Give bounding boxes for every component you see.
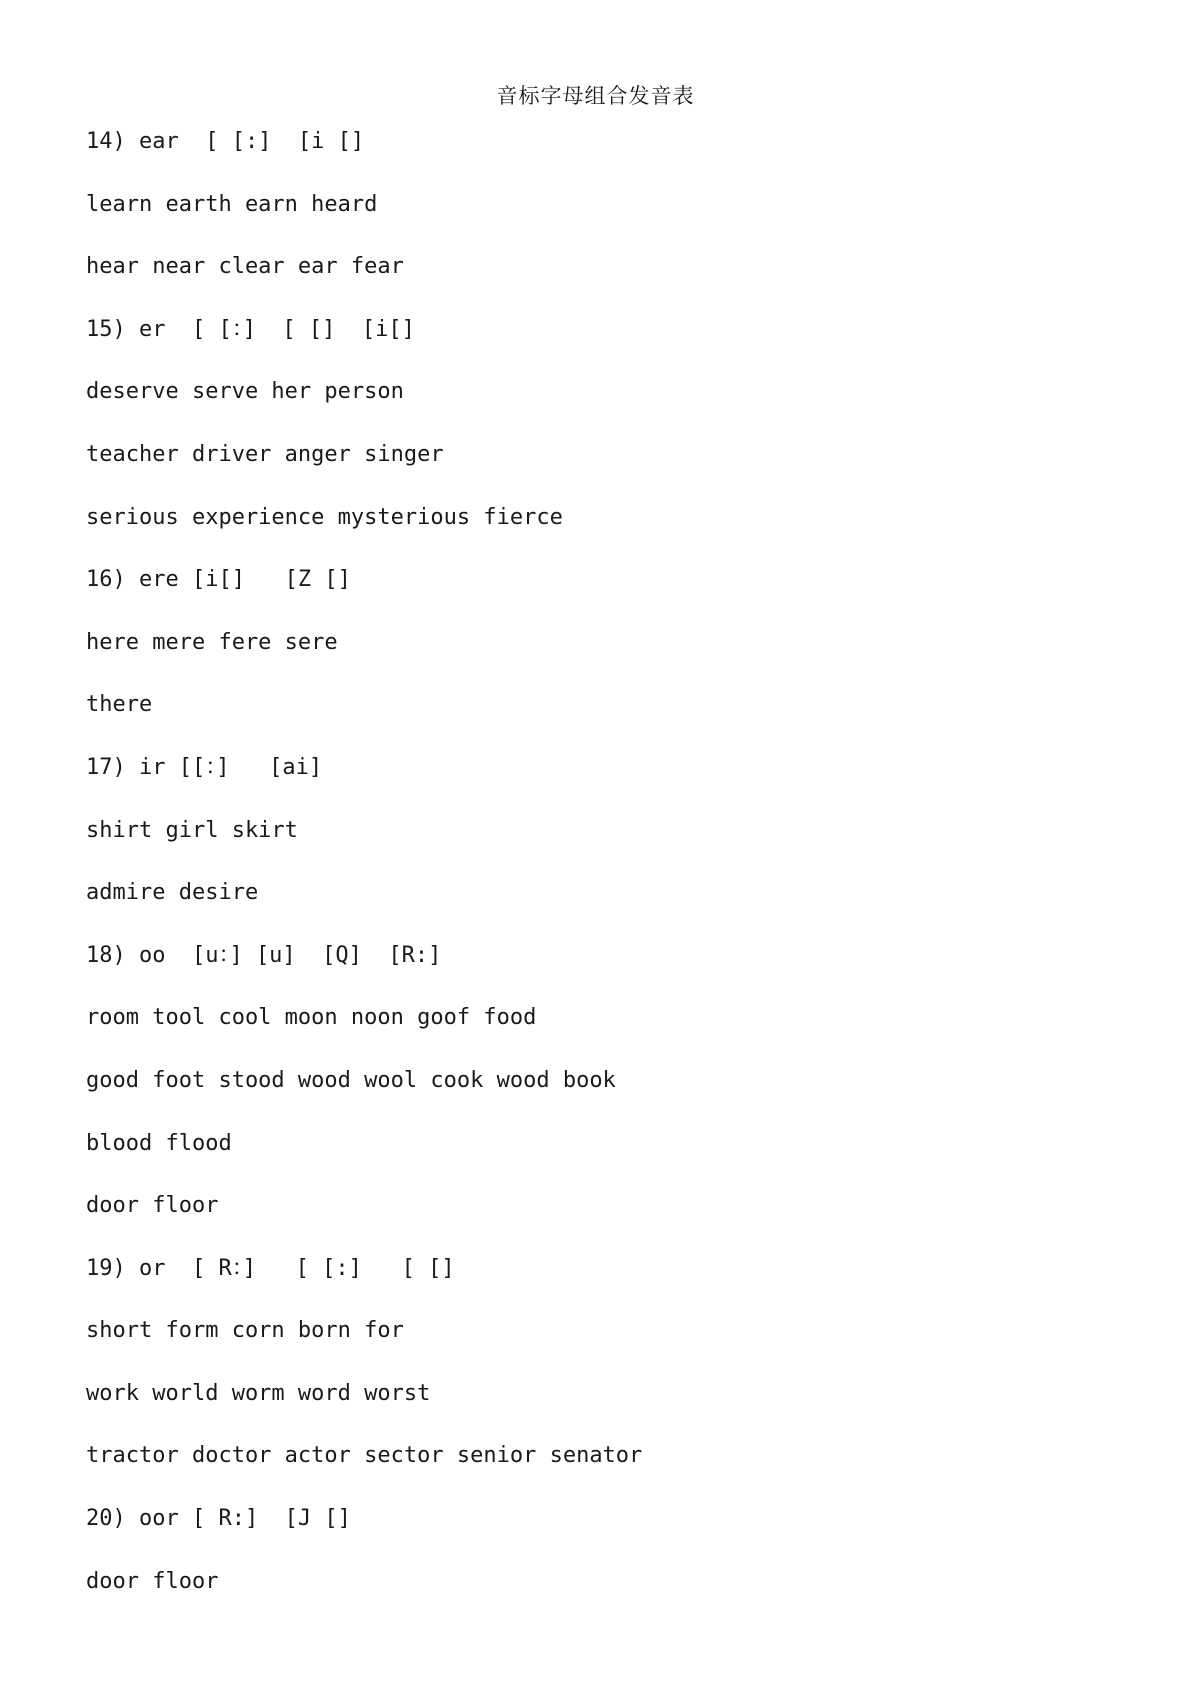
- example-words-line: good foot stood wood wool cook wood book: [86, 1067, 616, 1093]
- example-words-line: admire desire: [86, 880, 259, 906]
- section-heading-20: 20) oor [ R:] [J []: [86, 1506, 351, 1532]
- section-heading-14: 14) ear [ [:] [i []: [86, 129, 365, 154]
- example-words-line: shirt girl skirt: [86, 817, 298, 843]
- example-words-line: door floor: [86, 1568, 219, 1594]
- section-heading-17: 17) ir [[：] [ai]: [86, 754, 323, 780]
- example-words-line: tractor doctor actor sector senior senator: [86, 1443, 643, 1469]
- document-title: 音标字母组合发音表: [496, 84, 695, 108]
- section-heading-18: 18) oo [u：] [u] [Q] [R:]: [86, 942, 442, 968]
- example-words-line: teacher driver anger singer: [86, 441, 444, 467]
- example-words-line: learn earth earn heard: [86, 191, 378, 217]
- section-heading-19: 19) or [ R：] [ [:] [ []: [86, 1255, 455, 1281]
- example-words-line: deserve serve her person: [86, 379, 404, 405]
- example-words-line: short form corn born for: [86, 1318, 404, 1344]
- example-words-line: room tool cool moon noon goof food: [86, 1005, 537, 1031]
- phonics-content: [86, 127, 1086, 1629]
- example-words-line: blood flood: [86, 1130, 232, 1156]
- example-words-line: hear near clear ear fear: [86, 254, 404, 280]
- example-words-line: serious experience mysterious fierce: [86, 504, 563, 530]
- section-heading-15: 15) er [ [：] [ [] [i[]: [86, 316, 415, 342]
- example-words-line: here mere fere sere: [86, 629, 338, 655]
- example-words-line: there: [86, 692, 153, 718]
- example-words-line: work world worm word worst: [86, 1380, 431, 1406]
- example-words-line: door floor: [86, 1193, 219, 1219]
- section-heading-16: 16) ere [i[] [Z []: [86, 567, 351, 593]
